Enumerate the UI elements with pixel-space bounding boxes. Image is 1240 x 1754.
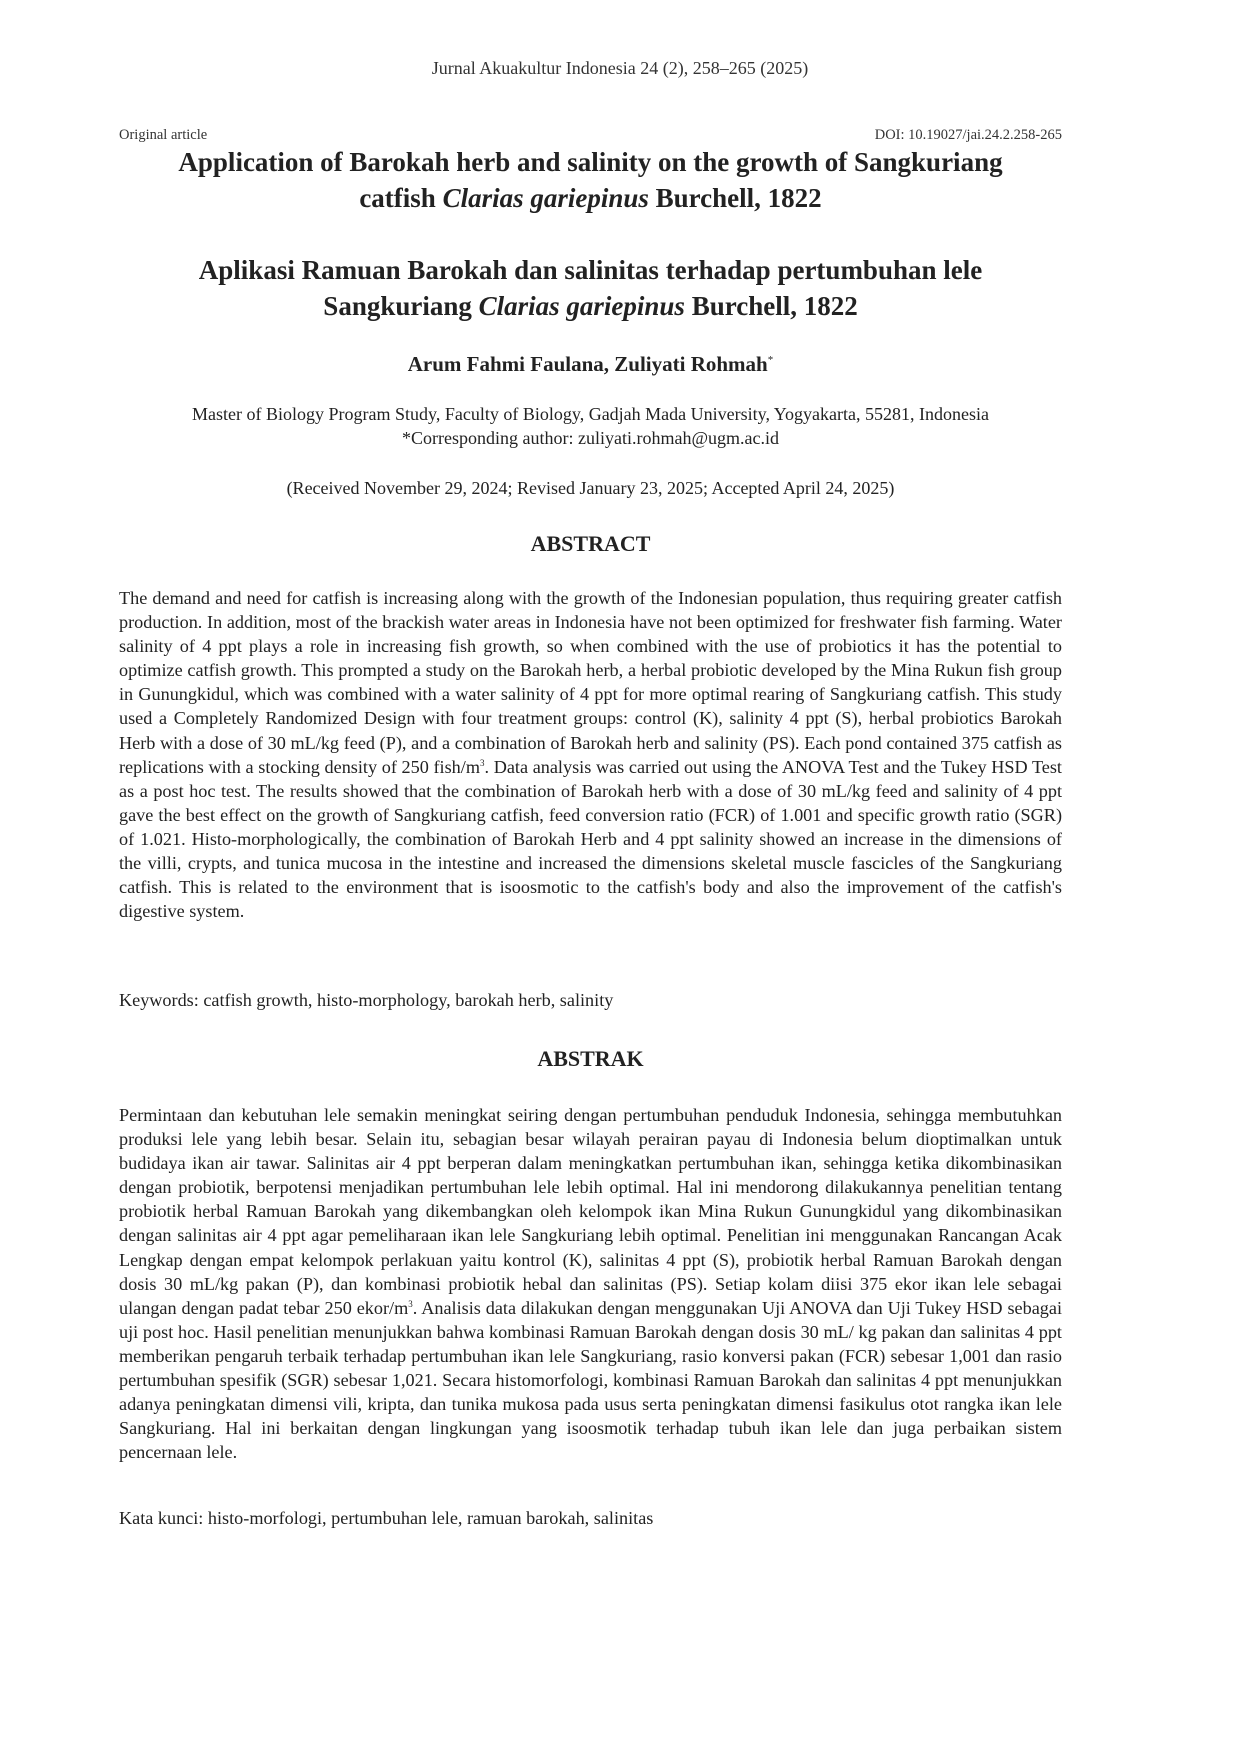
article-meta-row: [119, 126, 1062, 144]
institution-line: Master of Biology Program Study, Faculty of Biology, Gadjah Mada University, Yogyakarta, 55281, Indonesia: [192, 404, 989, 424]
corresponding-author-line[interactable]: *Corresponding author: zuliyati.rohmah@ugm.ac.id: [402, 428, 779, 448]
title-indonesian: [119, 252, 1062, 324]
title-english: [119, 144, 1062, 216]
title-english-suffix: Burchell, 1822: [648, 183, 822, 213]
doi-link[interactable]: DOI: 10.19027/jai.24.2.258-265: [874, 127, 1062, 143]
title-english-line2: [119, 180, 1062, 216]
author-list: [119, 350, 1062, 378]
title-english-prefix: catfish: [359, 183, 443, 213]
title-indonesian-species: Clarias gariepinus: [478, 291, 685, 321]
keywords-english: Keywords: catfish growth, histo-morphology, barokah herb, salinity: [119, 990, 614, 1010]
article-type-label: Original article: [119, 127, 208, 143]
corresponding-author-mark: *: [767, 354, 774, 366]
abstrak-text: [119, 1103, 1062, 1464]
title-indonesian-prefix: Sangkuriang: [323, 291, 479, 321]
abstrak-text-part2: . Analisis data dilakukan dengan menggunakan Uji ANOVA dan Uji Tukey HSD sebagai uji post hoc. Hasil penelitian menunjukkan bahwa kombinasi Ramuan Barokah dengan dosis 30 mL/ kg pakan dan salinitas 4 ppt memberikan pengaruh terbaik terhadap pertumbuhan ikan lele Sangkuriang, rasio konversi pakan (FCR) sebesar 1,001 dan rasio pertumbuhan spesifik (SGR) sebesar 1,021. Secara histomorfologi, kombinasi Ramuan Barokah dan salinitas 4 ppt menunjukkan adanya peningkatan dimensi vili, kripta, dan tunika mukosa pada usus serta peningkatan dimensi fasikulus otot rangka ikan lele Sangkuriang. Hal ini berkaitan dengan lingkungan yang isoosmotik terhadap tubuh ikan lele dan juga perbaikan sistem pencernaan lele.: [119, 1297, 1063, 1463]
abstract-text-part1: The demand and need for catfish is increasing along with the growth of the Indonesian population, thus requiring greater catfish production. In addition, most of the brackish water areas in Indonesia have not been optimized for freshwater fish farming. Water salinity of 4 ppt plays a role in increasing fish growth, so when combined with the use of probiotics it has the potential to optimize catfish growth. This prompted a study on the Barokah herb, a herbal probiotic developed by the Mina Rukun fish group in Gunungkidul, which was combined with a water salinity of 4 ppt for more optimal rearing of Sangkuriang catfish. This study used a Completely Randomized Design with four treatment groups: control (K), salinity 4 ppt (S), herbal probiotics Barokah Herb with a dose of 30 mL/kg feed (P), and a combination of Barokah herb and salinity (PS). Each pond contained 375 catfish as replications with a stocking density of 250 fish/m: [119, 588, 1062, 777]
title-english-species: Clarias gariepinus: [442, 183, 649, 213]
title-english-line1: Application of Barokah herb and salinity on the growth of Sangkuriang: [178, 147, 1003, 177]
abstract-text-part2: . Data analysis was carried out using the ANOVA Test and the Tukey HSD Test as a post hoc test. The results showed that the combination of Barokah herb with a dose of 30 mL/kg feed and salinity of 4 ppt gave the best effect on the growth of Sangkuriang catfish, feed conversion ratio (FCR) of 1.001 and specific growth ratio (SGR) of 1.021. Histo-morphologically, the combination of Barokah Herb and 4 ppt salinity showed an increase in the dimensions of the villi, crypts, and tunica mucosa in the intestine and increased the dimensions skeletal muscle fascicles of the Sangkuriang catfish. This is related to the environment that is isoosmotic to the catfish's body and also the improvement of the catfish's digestive system.: [119, 756, 1062, 922]
title-indonesian-suffix: Burchell, 1822: [684, 291, 858, 321]
abstract-heading: ABSTRACT: [530, 531, 651, 556]
abstrak-heading: ABSTRAK: [537, 1046, 644, 1071]
title-indonesian-line2: [119, 288, 1062, 324]
submission-dates: (Received November 29, 2024; Revised January 23, 2025; Accepted April 24, 2025): [286, 478, 895, 498]
affiliation-block: [119, 402, 1062, 450]
abstrak-text-part1: Permintaan dan kebutuhan lele semakin meningkat seiring dengan pertumbuhan penduduk Indonesia, sehingga membutuhkan produksi lele yang lebih besar. Selain itu, sebagian besar wilayah perairan payau di Indonesia belum dioptimalkan untuk budidaya ikan air tawar. Salinitas air 4 ppt berperan dalam meningkatkan pertumbuhan ikan, sehingga ketika dikombinasikan dengan probiotik, berpotensi menjadikan pertumbuhan lele lebih optimal. Hal ini mendorong dilakukannya penelitian tentang probiotik herbal Ramuan Barokah yang dikembangkan oleh kelompok ikan Mina Rukun Gunungkidul yang dikombinasikan dengan salinitas air 4 ppt agar pemeliharaan ikan lele Sangkuriang lebih optimal. Penelitian ini menggunakan Rancangan Acak Lengkap dengan empat kelompok perlakuan yaitu kontrol (K), salinitas 4 ppt (S), probiotik herbal Ramuan Barokah dengan dosis 30 mL/kg pakan (P), dan kombinasi probiotik hebal dan salinitas (PS). Setiap kolam diisi 375 ekor ikan lele sebagai ulangan dengan padat tebar 250 ekor/m: [119, 1105, 1062, 1318]
title-indonesian-line1: Aplikasi Ramuan Barokah dan salinitas terhadap pertumbuhan lele: [198, 255, 983, 285]
abstract-superscript: 3: [479, 757, 485, 768]
keywords-indonesian: Kata kunci: histo-morfologi, pertumbuhan lele, ramuan barokah, salinitas: [119, 1508, 654, 1528]
abstrak-superscript: 3: [408, 1298, 413, 1309]
abstract-text: [119, 586, 1062, 923]
journal-running-header: Jurnal Akuakultur Indonesia 24 (2), 258–265 (2025): [431, 58, 809, 78]
author-names: Arum Fahmi Faulana, Zuliyati Rohmah: [407, 352, 768, 376]
